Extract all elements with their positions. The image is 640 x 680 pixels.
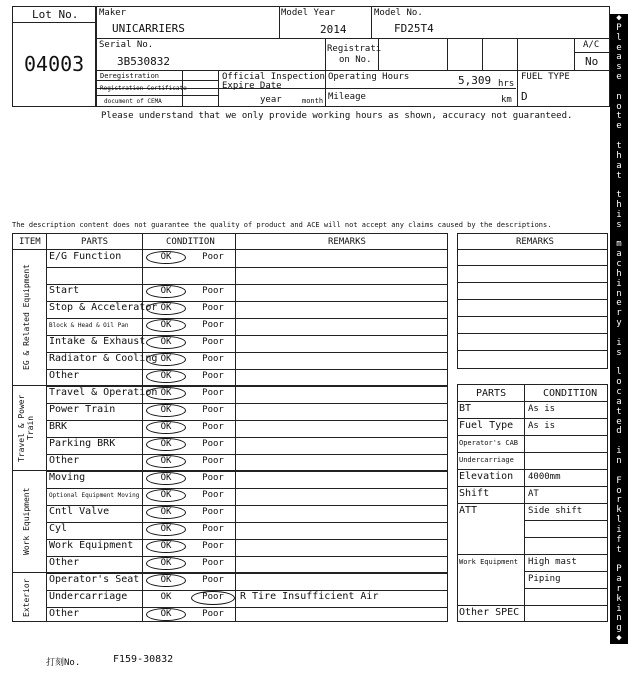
condition-ok-mark: OK [146,472,186,485]
right-part-label: Work Equipment [459,558,519,566]
condition-poor-mark: Poor [202,422,224,432]
condition-poor-mark: Poor [202,507,224,517]
ac-label: A/C [583,40,600,50]
row-part-label: Intake & Exhaust [49,336,146,347]
condition-ok-mark: OK [146,387,186,400]
condition-ok-mark: OK [146,336,186,349]
condition-ok-mark: OK [146,455,186,468]
row-part-label: Other [49,557,80,568]
right-remarks-header: REMARKS [516,237,554,247]
right-part-label: BT [459,403,472,414]
right-condition-value: High mast [528,557,577,567]
operating-hours-label: Operating Hours [328,72,410,82]
row-part-label: Moving [49,472,86,483]
row-part-label: Other [49,608,80,619]
right-condition-value: AT [528,489,539,499]
condition-poor-mark: Poor [202,439,224,449]
row-part-label: Optional Equipment Moving [49,492,140,499]
right-condition-value: Side shift [528,506,583,516]
row-part-label: Other [49,370,80,381]
condition-poor-mark: Poor [202,320,224,330]
row-part-label: Work Equipment [49,540,134,551]
condition-ok-mark: OK [146,523,186,536]
serial-no-value: 3B530832 [117,55,170,68]
model-no-label: Model No. [374,8,423,18]
km-label: km [501,95,512,105]
condition-ok-mark: OK [146,285,186,298]
condition-poor-mark: Poor [202,337,224,347]
group-label-travel: Travel & Power Train [17,394,35,462]
condition-poor-mark: Poor [202,252,224,262]
registration-certificate-label: Registration Certificate [100,85,187,92]
row-part-label: Parking BRK [49,438,116,449]
condition-poor-mark: Poor [202,473,224,483]
condition-poor-mark: Poor [202,575,224,585]
condition-poor-mark: Poor [191,591,235,605]
row-part-label: Power Train [49,404,116,415]
parts-header: PARTS [81,237,109,247]
condition-ok-mark: OK [146,506,186,519]
right-part-label: ATT [459,505,478,516]
right-parts-header: PARTS [476,388,507,399]
serial-no-label: Serial No. [99,40,154,50]
item-header: ITEM [19,237,41,247]
maker-value: UNICARRIERS [112,22,185,35]
right-part-label: Elevation [459,471,514,482]
condition-poor-mark: Poor [202,490,224,500]
condition-poor-mark: Poor [202,354,224,364]
right-part-label: Operator's CAB [459,439,519,447]
condition-ok-mark: OK [146,540,186,553]
condition-ok-mark: OK [146,608,186,621]
model-no-value: FD25T4 [394,22,434,35]
remarks-header: REMARKS [328,237,366,247]
deregistration-label: Deregistration [100,72,160,80]
mileage-label: Mileage [328,92,366,102]
condition-poor-mark: Poor [202,456,224,466]
right-part-label: Other SPEC [459,607,520,618]
condition-poor-mark: Poor [202,558,224,568]
model-year-value: 2014 [320,23,347,36]
lot-no-label: Lot No. [32,8,79,21]
official-inspection-label: Official Inspection [222,72,325,82]
condition-header: CONDITION [166,237,215,247]
condition-ok-mark: OK [146,404,186,417]
row-part-label: BRK [49,421,68,432]
expire-date-label: Expire Date [222,81,282,91]
condition-ok-mark: OK [146,353,186,366]
condition-ok-mark: OK [146,319,186,332]
right-part-label: Shift [459,488,490,499]
row-part-label: Cyl [49,523,68,534]
row-part-label: Stop & Accelerator [49,302,158,313]
lot-no-value: 04003 [24,52,85,76]
right-condition-value: 4000mm [528,472,561,482]
condition-ok-mark: OK [146,251,186,264]
month-label: month [302,97,324,105]
registration-label: Registrati [327,44,382,54]
right-condition-value: As is [528,421,556,431]
condition-ok-mark: OK [146,489,186,502]
registration-label-2: on No. [339,55,372,65]
row-part-label: Operator's Seat [49,574,140,585]
condition-poor-mark: Poor [202,609,224,619]
group-label-exterior: Exterior [22,578,31,617]
condition-ok-mark: OK [160,592,172,602]
condition-ok-mark: OK [146,574,186,587]
operating-hours-value: 5,309 [458,74,492,87]
condition-poor-mark: Poor [202,524,224,534]
right-condition-value: Piping [528,574,561,584]
year-label: year [260,95,282,105]
condition-ok-mark: OK [146,438,186,451]
condition-poor-mark: Poor [202,541,224,551]
condition-poor-mark: Poor [202,286,224,296]
hrs-label: hrs [498,79,515,89]
condition-ok-mark: OK [146,557,186,570]
row-part-label: Travel & Operation [49,387,158,398]
row-part-label: Radiator & Cooling [49,353,158,364]
hours-notice: Please understand that we only provide working hours as shown, accuracy not guaranteed. [101,111,573,121]
group-label-eg: EG & Related Equipment [22,264,31,371]
right-condition-header: CONDITION [543,388,598,399]
model-year-label: Model Year [281,8,336,18]
row-part-label: Undercarriage [49,591,128,602]
fuel-type-label: FUEL TYPE [521,72,570,82]
row-part-label: Start [49,285,80,296]
maker-label: Maker [99,8,127,18]
row-part-label: Cntl Valve [49,506,110,517]
row-part-label: E/G Function [49,251,122,262]
stamp-label: 打刻No. [46,658,81,668]
condition-poor-mark: Poor [202,388,224,398]
condition-poor-mark: Poor [202,371,224,381]
condition-ok-mark: OK [146,421,186,434]
side-notice-bar: ◆ P l e a s e n o t e t h a t t h i s m a c h i n e r y i s l o c a t e d i n F o r k l i f t P a r k i n g ◆ [610,14,628,644]
right-part-label: Fuel Type [459,420,514,431]
group-label-work: Work Equipment [22,487,31,556]
ac-value: No [585,55,599,68]
right-part-label: Undercarriage [459,456,514,464]
condition-ok-mark: OK [146,302,186,315]
condition-poor-mark: Poor [202,405,224,415]
disclaimer: The description content does not guarantee the quality of product and ACE will not accept any claims caused by the descriptions. [12,221,552,229]
row-part-label: Block & Head & Oil Pan [49,322,129,329]
row-part-label: Other [49,455,80,466]
stamp-number: F159-30832 [113,654,174,665]
row-remark: R Tire Insufficient Air [240,591,379,602]
condition-poor-mark: Poor [202,303,224,313]
condition-ok-mark: OK [146,370,186,383]
fuel-type-value: D [521,90,528,103]
document-of-cema-label: document of CEMA [104,98,162,105]
right-condition-value: As is [528,404,556,414]
